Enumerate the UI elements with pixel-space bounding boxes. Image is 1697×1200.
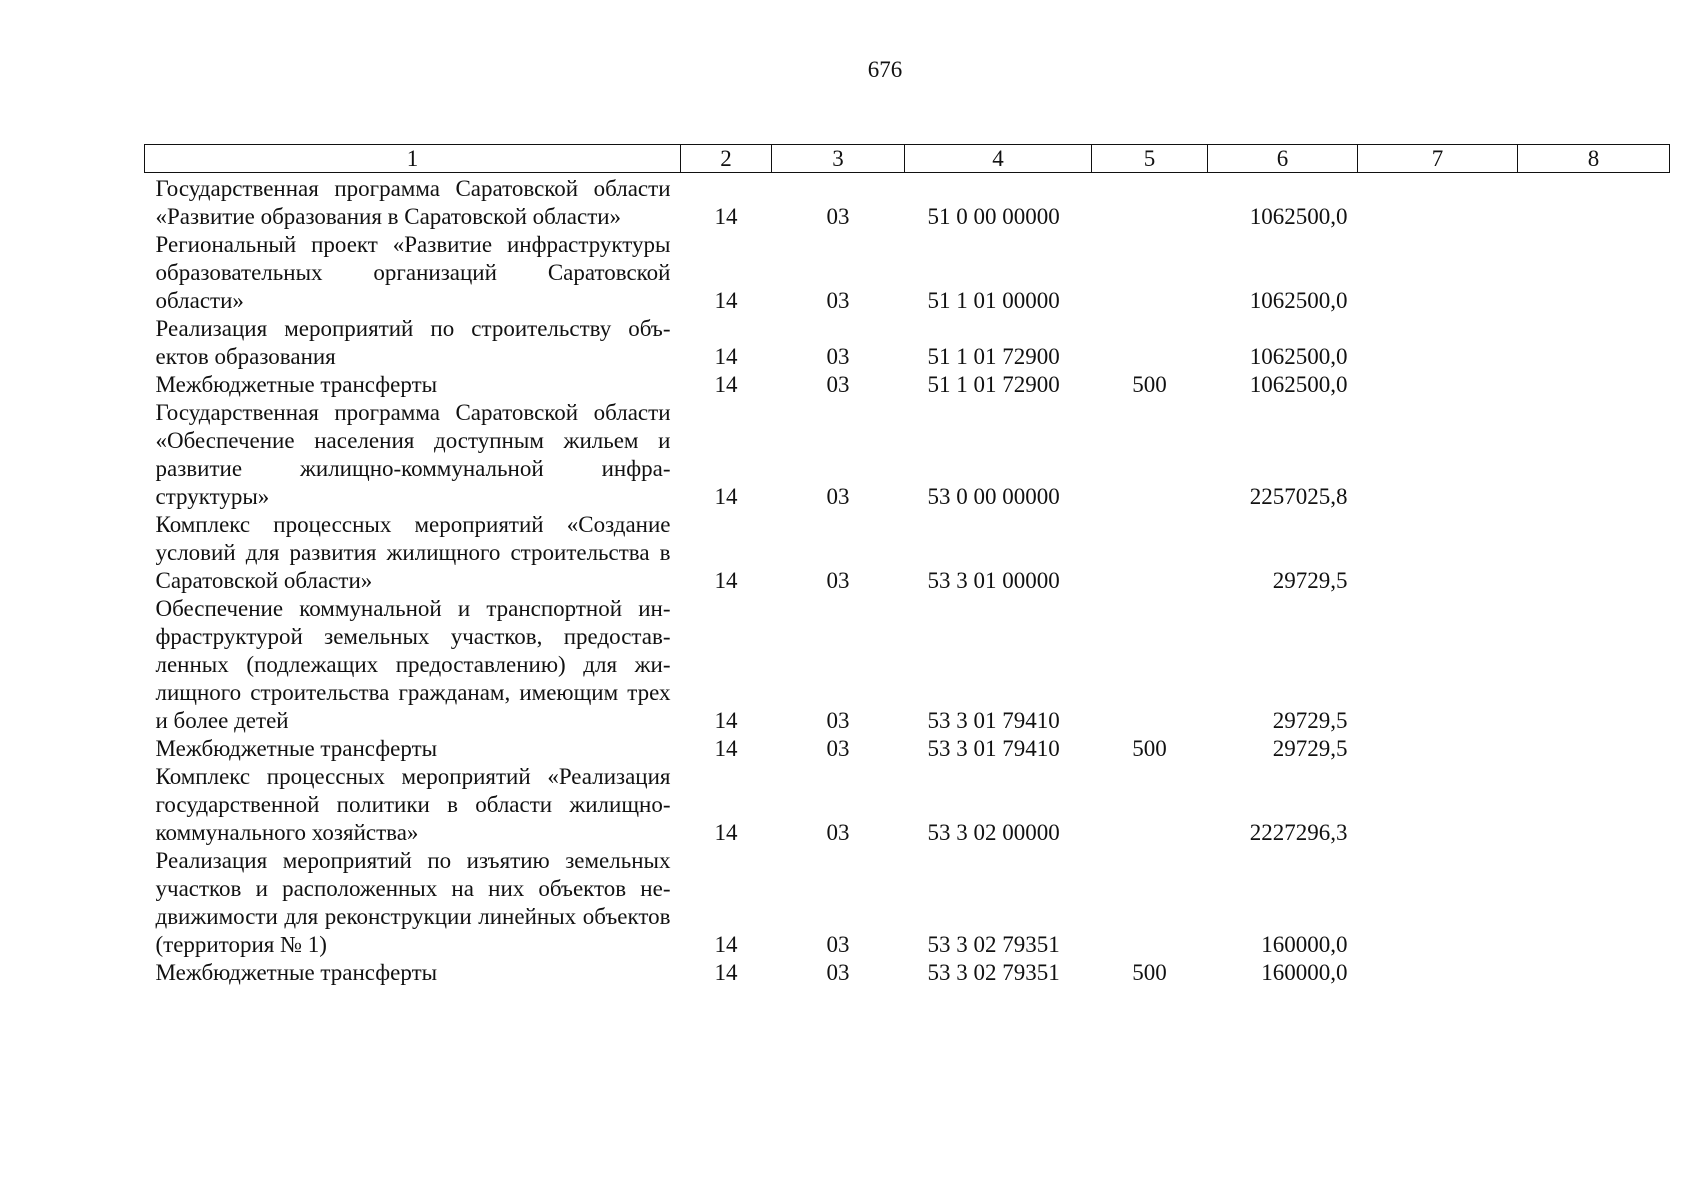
column-header: 7	[1358, 145, 1518, 173]
row-col7	[1358, 735, 1518, 763]
row-section: 14	[714, 736, 738, 761]
table-row	[145, 399, 1670, 511]
row-col7	[1358, 763, 1518, 847]
row-col8	[1518, 371, 1670, 399]
table-body	[145, 173, 1670, 988]
table-row	[145, 959, 1670, 987]
row-col7	[1358, 595, 1518, 735]
row-expense-type: 500	[1132, 736, 1167, 761]
row-amount: 1062500,0	[1249, 204, 1348, 229]
row-col7	[1358, 231, 1518, 315]
row-amount: 1062500,0	[1249, 344, 1348, 369]
row-name: Обеспечение коммунальной и транспортной инфраструктурой земельных участков, предоставленных (подлежащих предоставлению) для жилищного строительства гражданам, имеющим трех и более детей	[155, 596, 671, 733]
row-amount: 1062500,0	[1249, 288, 1348, 313]
table-row	[145, 173, 1670, 232]
row-section: 14	[714, 932, 738, 957]
row-section: 14	[714, 568, 738, 593]
row-expense-type: 500	[1132, 372, 1167, 397]
row-amount: 2257025,8	[1249, 484, 1348, 509]
row-target-article: 53 3 01 79410	[927, 708, 1060, 733]
row-subsection: 03	[826, 288, 850, 313]
row-name: Межбюджетные трансферты	[155, 372, 438, 397]
row-expense-type	[1092, 763, 1208, 847]
row-subsection: 03	[826, 568, 850, 593]
row-name: Реализация мероприятий по изъятию земельных участков и расположенных на них объектов недвижимости для реконструкции линейных объектов (территория № 1)	[155, 848, 671, 957]
row-col8	[1518, 763, 1670, 847]
row-col7	[1358, 959, 1518, 987]
row-col8	[1518, 315, 1670, 371]
row-col8	[1518, 231, 1670, 315]
row-target-article: 53 0 00 00000	[927, 484, 1060, 509]
row-subsection: 03	[826, 372, 850, 397]
row-col8	[1518, 735, 1670, 763]
row-name: Государственная программа Саратовской области «Развитие образования в Саратовской области»	[155, 176, 671, 229]
table-row	[145, 735, 1670, 763]
row-section: 14	[714, 372, 738, 397]
budget-table	[144, 144, 1670, 987]
row-section: 14	[714, 960, 738, 985]
row-amount: 29729,5	[1272, 708, 1348, 733]
row-col7	[1358, 399, 1518, 511]
row-amount: 29729,5	[1272, 736, 1348, 761]
row-name: Комплекс процессных мероприятий «Реализация государственной политики в области жилищно-коммунального хозяйства»	[155, 764, 671, 845]
table-header-row	[145, 145, 1670, 173]
row-target-article: 51 1 01 72900	[927, 344, 1060, 369]
row-col8	[1518, 399, 1670, 511]
row-col8	[1518, 173, 1670, 232]
row-col7	[1358, 847, 1518, 959]
row-section: 14	[714, 288, 738, 313]
row-section: 14	[714, 204, 738, 229]
row-amount: 1062500,0	[1249, 372, 1348, 397]
row-amount: 2227296,3	[1249, 820, 1348, 845]
table-row	[145, 847, 1670, 959]
row-target-article: 51 1 01 72900	[927, 372, 1060, 397]
row-target-article: 51 1 01 00000	[927, 288, 1060, 313]
row-col7	[1358, 371, 1518, 399]
row-col7	[1358, 315, 1518, 371]
column-header: 2	[681, 145, 772, 173]
row-subsection: 03	[826, 820, 850, 845]
row-name: Комплекс процессных мероприятий «Создание условий для развития жилищного строительства в Саратовской области»	[155, 512, 671, 593]
column-header: 4	[905, 145, 1092, 173]
table-row	[145, 231, 1670, 315]
table-row	[145, 511, 1670, 595]
row-amount: 160000,0	[1261, 932, 1348, 957]
row-col7	[1358, 173, 1518, 232]
row-subsection: 03	[826, 708, 850, 733]
table-row	[145, 315, 1670, 371]
row-expense-type	[1092, 173, 1208, 232]
table-row	[145, 595, 1670, 735]
row-subsection: 03	[826, 204, 850, 229]
row-subsection: 03	[826, 484, 850, 509]
row-expense-type	[1092, 315, 1208, 371]
row-section: 14	[714, 344, 738, 369]
row-section: 14	[714, 708, 738, 733]
row-expense-type	[1092, 595, 1208, 735]
column-header: 1	[145, 145, 681, 173]
row-subsection: 03	[826, 736, 850, 761]
row-col8	[1518, 595, 1670, 735]
row-expense-type: 500	[1132, 960, 1167, 985]
row-name: Межбюджетные трансферты	[155, 736, 438, 761]
row-target-article: 53 3 01 00000	[927, 568, 1060, 593]
row-expense-type	[1092, 847, 1208, 959]
row-col8	[1518, 959, 1670, 987]
column-header: 5	[1092, 145, 1208, 173]
column-header: 8	[1518, 145, 1670, 173]
row-target-article: 53 3 01 79410	[927, 736, 1060, 761]
row-name: Региональный проект «Развитие инфраструктуры образовательных организаций Саратовской области»	[155, 232, 671, 313]
row-expense-type	[1092, 511, 1208, 595]
row-section: 14	[714, 820, 738, 845]
row-target-article: 53 3 02 00000	[927, 820, 1060, 845]
row-expense-type	[1092, 399, 1208, 511]
row-name: Государственная программа Саратовской области «Обеспечение населения доступным жильем и развитие жилищно-коммунальной инфраструктуры»	[155, 400, 671, 509]
row-subsection: 03	[826, 932, 850, 957]
row-target-article: 53 3 02 79351	[927, 960, 1060, 985]
row-col7	[1358, 511, 1518, 595]
table-row	[145, 371, 1670, 399]
row-col8	[1518, 847, 1670, 959]
row-target-article: 53 3 02 79351	[927, 932, 1060, 957]
row-name: Реализация мероприятий по строительству объектов образования	[155, 316, 671, 369]
row-subsection: 03	[826, 960, 850, 985]
row-amount: 160000,0	[1261, 960, 1348, 985]
row-amount: 29729,5	[1272, 568, 1348, 593]
page-number: 676	[867, 57, 903, 82]
row-col8	[1518, 511, 1670, 595]
row-target-article: 51 0 00 00000	[927, 204, 1060, 229]
column-header: 3	[772, 145, 905, 173]
column-header: 6	[1208, 145, 1358, 173]
row-subsection: 03	[826, 344, 850, 369]
table-row	[145, 763, 1670, 847]
row-expense-type	[1092, 231, 1208, 315]
row-name: Межбюджетные трансферты	[155, 960, 438, 985]
row-section: 14	[714, 484, 738, 509]
